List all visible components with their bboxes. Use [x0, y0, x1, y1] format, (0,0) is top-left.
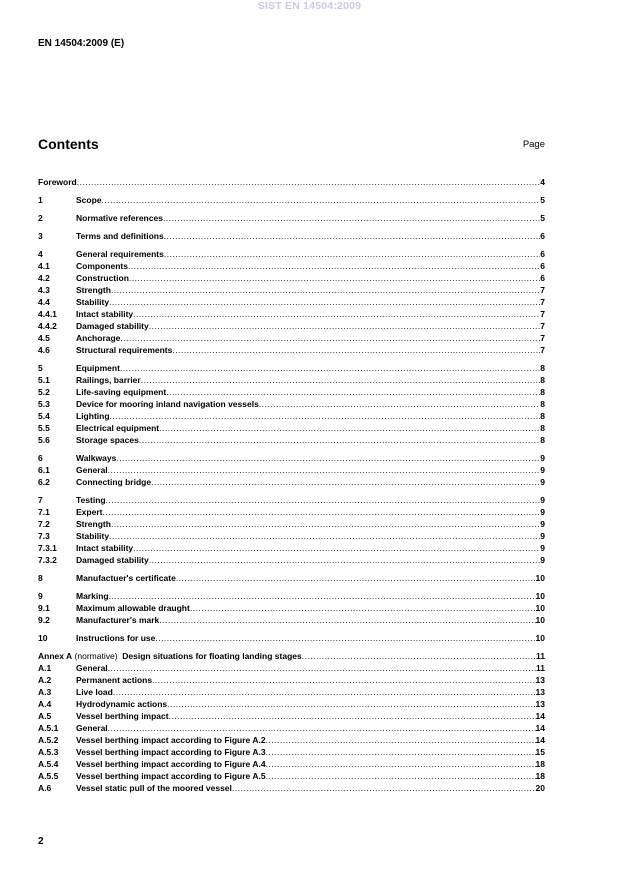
toc-entry-number: 5.5 — [38, 423, 50, 433]
toc-entry[interactable] — [38, 758, 545, 770]
toc-entry-page: 9 — [540, 531, 545, 541]
toc-leader-dots — [164, 230, 541, 242]
toc-entry-page: 13 — [535, 699, 545, 709]
toc-entry-title: Design situations for floating landing stages — [122, 651, 302, 661]
toc-entry-title: Anchorage — [76, 333, 121, 343]
toc-entry[interactable] — [38, 590, 545, 602]
toc-leader-dots — [128, 260, 540, 272]
toc-entry[interactable] — [38, 422, 545, 434]
toc-entry-page: 10 — [535, 591, 545, 601]
toc-entry-number: 7.1 — [38, 507, 50, 517]
toc-entry[interactable] — [38, 686, 545, 698]
toc-entry[interactable] — [38, 494, 545, 506]
toc-entry-title: Instructions for use — [76, 633, 156, 643]
toc-leader-dots — [106, 494, 541, 506]
toc-entry-page: 7 — [540, 333, 545, 343]
toc-leader-dots — [169, 710, 536, 722]
toc-leader-dots — [159, 422, 540, 434]
toc-entry-number: 5.2 — [38, 387, 50, 397]
toc-entry[interactable] — [38, 248, 545, 260]
toc-entry-number: 9 — [38, 591, 43, 601]
toc-leader-dots — [259, 398, 540, 410]
toc-entry-title: Manufactuer's certificate — [76, 573, 176, 583]
toc-entry-page: 11 — [536, 663, 545, 673]
toc-entry[interactable] — [38, 212, 545, 224]
toc-entry-number: 4.4.1 — [38, 309, 57, 319]
toc-entry-number: 5 — [38, 363, 43, 373]
toc-entry-annex-a[interactable] — [38, 650, 545, 662]
toc-entry-page: 7 — [540, 285, 545, 295]
toc-entry-number: A.5 — [38, 711, 52, 721]
toc-entry-page: 7 — [540, 297, 545, 307]
toc-leader-dots — [120, 332, 540, 344]
page-number: 2 — [38, 836, 44, 847]
toc-entry-page: 8 — [540, 375, 545, 385]
toc-entry[interactable] — [38, 284, 545, 296]
toc-entry-number: A.1 — [38, 663, 52, 673]
toc-entry-page: 4 — [540, 177, 545, 187]
toc-entry-title: Hydrodynamic actions — [76, 699, 168, 709]
toc-leader-dots — [151, 476, 540, 488]
contents-title: Contents — [38, 136, 99, 152]
toc-entry[interactable] — [38, 410, 545, 422]
toc-entry-title: Vessel static pull of the moored vessel — [76, 783, 232, 793]
toc-entry-title: Terms and definitions — [76, 231, 164, 241]
toc-entry[interactable] — [38, 614, 545, 626]
toc-entry-title: Stability — [76, 297, 110, 307]
toc-entry-title: Railings, barrier — [76, 375, 141, 385]
toc-entry[interactable] — [38, 308, 545, 320]
toc-entry[interactable] — [38, 362, 545, 374]
toc-entry-title: Intact stability — [76, 543, 134, 553]
toc-entry-page: 13 — [535, 687, 545, 697]
toc-entry[interactable] — [38, 710, 545, 722]
toc-entry-title: Storage spaces — [76, 435, 139, 445]
toc-entry-number: 1 — [38, 195, 43, 205]
toc-entry-page: 5 — [540, 213, 545, 223]
toc-entry[interactable] — [38, 746, 545, 758]
toc-entry-number: 5.3 — [38, 399, 50, 409]
toc-entry-title: Components — [76, 261, 128, 271]
toc-entry[interactable] — [38, 434, 545, 446]
toc-entry-number: A.3 — [38, 687, 52, 697]
toc-entry-page: 7 — [540, 321, 545, 331]
toc-entry[interactable] — [38, 230, 545, 242]
toc-entry-title: Construction — [76, 273, 129, 283]
toc-entry-title: Maximum allowable draught — [76, 603, 190, 613]
toc-entry-page: 15 — [535, 747, 545, 757]
toc-entry-page: 10 — [535, 603, 545, 613]
toc-leader-dots — [266, 734, 536, 746]
toc-entry-title: Electrical equipment — [76, 423, 160, 433]
toc-entry-number: A.5.1 — [38, 723, 59, 733]
toc-leader-dots — [166, 386, 540, 398]
toc-leader-dots — [159, 614, 535, 626]
toc-entry-title: Structural requirements — [76, 345, 173, 355]
toc-leader-dots — [108, 464, 541, 476]
toc-entry[interactable] — [38, 632, 545, 644]
toc-entry-page: 6 — [540, 261, 545, 271]
toc-entry-page: 8 — [540, 399, 545, 409]
toc-entry-title: Expert — [76, 507, 103, 517]
toc-entry[interactable] — [38, 452, 545, 464]
toc-entry-title: Vessel berthing impact according to Figure A.4 — [76, 759, 266, 769]
toc-leader-dots — [266, 758, 536, 770]
toc-entry-number: 4.6 — [38, 345, 50, 355]
toc-leader-dots — [110, 410, 541, 422]
toc-entry[interactable] — [38, 770, 545, 782]
toc-entry-title: Strength — [76, 285, 111, 295]
toc-entry[interactable] — [38, 374, 545, 386]
toc-leader-dots — [149, 554, 541, 566]
toc-entry-page: 9 — [540, 507, 545, 517]
toc-entry-number: 9.1 — [38, 603, 50, 613]
toc-entry-title: General requirements — [76, 249, 164, 259]
toc-entry-number: 4 — [38, 249, 43, 259]
toc-entry[interactable] — [38, 194, 545, 206]
toc-entry-number: 4.1 — [38, 261, 50, 271]
toc-entry-number: 4.2 — [38, 273, 50, 283]
toc-entry-page: 7 — [540, 309, 545, 319]
toc-leader-dots — [102, 506, 540, 518]
toc-entry-page: 20 — [535, 783, 545, 793]
toc-entry[interactable] — [38, 722, 545, 734]
toc-leader-dots — [141, 374, 541, 386]
toc-entry-page: 10 — [535, 633, 545, 643]
toc-entry-number: 3 — [38, 231, 43, 241]
toc-entry-title: Damaged stability — [76, 555, 149, 565]
toc-entry[interactable] — [38, 554, 545, 566]
toc-entry-page: 6 — [540, 273, 545, 283]
toc-leader-dots — [129, 272, 540, 284]
toc-entry-title: General — [76, 465, 108, 475]
toc-entry-number: Annex A — [38, 651, 73, 661]
toc-entry[interactable] — [38, 260, 545, 272]
toc-entry[interactable] — [38, 344, 545, 356]
toc-entry-number: 5.4 — [38, 411, 50, 421]
toc-entry[interactable] — [38, 476, 545, 488]
toc-entry[interactable] — [38, 386, 545, 398]
toc-leader-dots — [152, 674, 535, 686]
toc-entry-title: Damaged stability — [76, 321, 149, 331]
toc-entry-number: 9.2 — [38, 615, 50, 625]
toc-entry-title: Vessel berthing impact according to Figure A.5 — [76, 771, 266, 781]
toc-entry-number: 7.2 — [38, 519, 50, 529]
toc-leader-dots — [302, 650, 536, 662]
toc-entry-page: 10 — [535, 573, 545, 583]
toc-entry-page: 5 — [540, 195, 545, 205]
toc-entry-title: Life-saving equipment — [76, 387, 167, 397]
toc-entry-number: A.6 — [38, 783, 52, 793]
toc-entry-number: 4.3 — [38, 285, 50, 295]
toc-entry-page: 14 — [535, 735, 545, 745]
toc-entry-title: Connecting bridge — [76, 477, 152, 487]
toc-leader-dots — [111, 518, 540, 530]
toc-leader-dots — [109, 590, 536, 602]
toc-entry-title: Vessel berthing impact according to Figure A.3 — [76, 747, 266, 757]
toc-leader-dots — [116, 452, 540, 464]
toc-entry-number: A.4 — [38, 699, 52, 709]
toc-entry-title: Scope — [76, 195, 102, 205]
toc-entry[interactable] — [38, 782, 545, 794]
toc-entry-page: 9 — [540, 477, 545, 487]
toc-entry[interactable] — [38, 572, 545, 584]
toc-entry[interactable] — [38, 530, 545, 542]
toc-entry-number: 7 — [38, 495, 43, 505]
toc-entry[interactable] — [38, 542, 545, 554]
toc-entry-title: Strength — [76, 519, 111, 529]
toc-entry-page: 6 — [540, 249, 545, 259]
toc-entry-title: Live load — [76, 687, 113, 697]
toc-leader-dots — [109, 296, 540, 308]
toc-entry-title: Normative references — [76, 213, 163, 223]
toc-entry-page: 6 — [540, 231, 545, 241]
toc-entry-page: 9 — [540, 495, 545, 505]
toc-entry-page: 14 — [535, 711, 545, 721]
toc-entry-page: 13 — [535, 675, 545, 685]
toc-leader-dots — [172, 344, 540, 356]
toc-entry[interactable] — [38, 662, 545, 674]
toc-leader-dots — [176, 572, 536, 584]
page-column-label: Page — [522, 139, 545, 150]
toc-entry-page: 11 — [536, 651, 545, 661]
toc-entry-number: A.5.3 — [38, 747, 59, 757]
toc-entry-number: 7.3.2 — [38, 555, 57, 565]
toc-entry-number: A.5.4 — [38, 759, 59, 769]
toc-entry[interactable] — [38, 734, 545, 746]
toc-entry-number: A.5.5 — [38, 771, 59, 781]
toc-entry-number: 4.4 — [38, 297, 50, 307]
toc-entry-number: 7.3.1 — [38, 543, 57, 553]
toc-entry-title: General — [76, 723, 108, 733]
toc-leader-dots — [102, 194, 541, 206]
toc-leader-dots — [232, 782, 536, 794]
toc-entry-page: 8 — [540, 387, 545, 397]
toc-entry-page: 18 — [535, 771, 545, 781]
toc-entry-title: Walkways — [76, 453, 117, 463]
toc-entry-number: 6.2 — [38, 477, 50, 487]
toc-leader-dots — [77, 176, 541, 188]
toc-entry-foreword[interactable] — [38, 176, 545, 188]
toc-leader-dots — [139, 434, 540, 446]
toc-leader-dots — [155, 632, 535, 644]
toc-entry-title: Equipment — [76, 363, 120, 373]
toc-entry-title: Vessel berthing impact according to Figure A.2 — [76, 735, 266, 745]
toc-leader-dots — [108, 722, 536, 734]
toc-entry-page: 10 — [535, 615, 545, 625]
toc-leader-dots — [149, 320, 541, 332]
toc-entry-page: 9 — [540, 453, 545, 463]
toc-leader-dots — [190, 602, 536, 614]
toc-entry-number: 4.4.2 — [38, 321, 57, 331]
toc-entry[interactable] — [38, 332, 545, 344]
toc-entry[interactable] — [38, 296, 545, 308]
toc-leader-dots — [163, 212, 540, 224]
toc-entry-title: Vessel berthing impact — [76, 711, 169, 721]
toc-leader-dots — [266, 746, 536, 758]
toc-entry-title: Marking — [76, 591, 109, 601]
toc-entry-title: Foreword — [38, 177, 77, 187]
toc-leader-dots — [167, 698, 535, 710]
toc-entry[interactable] — [38, 602, 545, 614]
toc-entry-page: 18 — [535, 759, 545, 769]
document-id: EN 14504:2009 (E) — [38, 38, 125, 49]
toc-entry-title: Intact stability — [76, 309, 134, 319]
toc-entry[interactable] — [38, 464, 545, 476]
toc-entry[interactable] — [38, 506, 545, 518]
toc-entry-page: 14 — [535, 723, 545, 733]
toc-entry-title: Lighting — [76, 411, 110, 421]
toc-entry-number: 8 — [38, 573, 43, 583]
toc-entry-number: 5.1 — [38, 375, 50, 385]
toc-leader-dots — [266, 770, 536, 782]
toc-entry-number: 5.6 — [38, 435, 50, 445]
toc-entry-number: 6.1 — [38, 465, 50, 475]
toc-entry-page: 9 — [540, 555, 545, 565]
toc-entry-title: Testing — [76, 495, 106, 505]
toc-entry[interactable] — [38, 518, 545, 530]
toc-leader-dots — [111, 284, 540, 296]
toc-entry-number: 2 — [38, 213, 43, 223]
toc-entry[interactable] — [38, 320, 545, 332]
toc-entry-title: Stability — [76, 531, 110, 541]
toc-entry-page: 9 — [540, 465, 545, 475]
annex-qualifier: (normative) — [74, 651, 118, 661]
toc-entry-number: A.5.2 — [38, 735, 59, 745]
toc-entry-page: 8 — [540, 435, 545, 445]
toc-entry-number: A.2 — [38, 675, 52, 685]
toc-entry-title: General — [76, 663, 108, 673]
toc-entry-number: 10 — [38, 633, 48, 643]
toc-entry-page: 7 — [540, 345, 545, 355]
toc-entry-page: 8 — [540, 363, 545, 373]
table-of-contents — [38, 176, 545, 794]
toc-entry-page: 8 — [540, 411, 545, 421]
toc-leader-dots — [164, 248, 540, 260]
toc-leader-dots — [113, 686, 536, 698]
toc-entry[interactable] — [38, 674, 545, 686]
watermark: SIST EN 14504:2009 — [257, 0, 362, 12]
toc-entry[interactable] — [38, 698, 545, 710]
toc-entry-number: 4.5 — [38, 333, 50, 343]
toc-entry[interactable] — [38, 272, 545, 284]
toc-leader-dots — [133, 542, 540, 554]
toc-entry-number: 6 — [38, 453, 43, 463]
toc-entry-page: 9 — [540, 519, 545, 529]
toc-entry-title: Device for mooring inland navigation vessels — [76, 399, 259, 409]
toc-leader-dots — [109, 530, 540, 542]
toc-entry-page: 9 — [540, 543, 545, 553]
toc-entry-title: Manufacturer's mark — [76, 615, 160, 625]
toc-entry[interactable] — [38, 398, 545, 410]
toc-entry-number: 7.3 — [38, 531, 50, 541]
toc-leader-dots — [133, 308, 540, 320]
toc-leader-dots — [108, 662, 536, 674]
toc-leader-dots — [120, 362, 540, 374]
toc-entry-page: 8 — [540, 423, 545, 433]
toc-entry-title: Permanent actions — [76, 675, 153, 685]
